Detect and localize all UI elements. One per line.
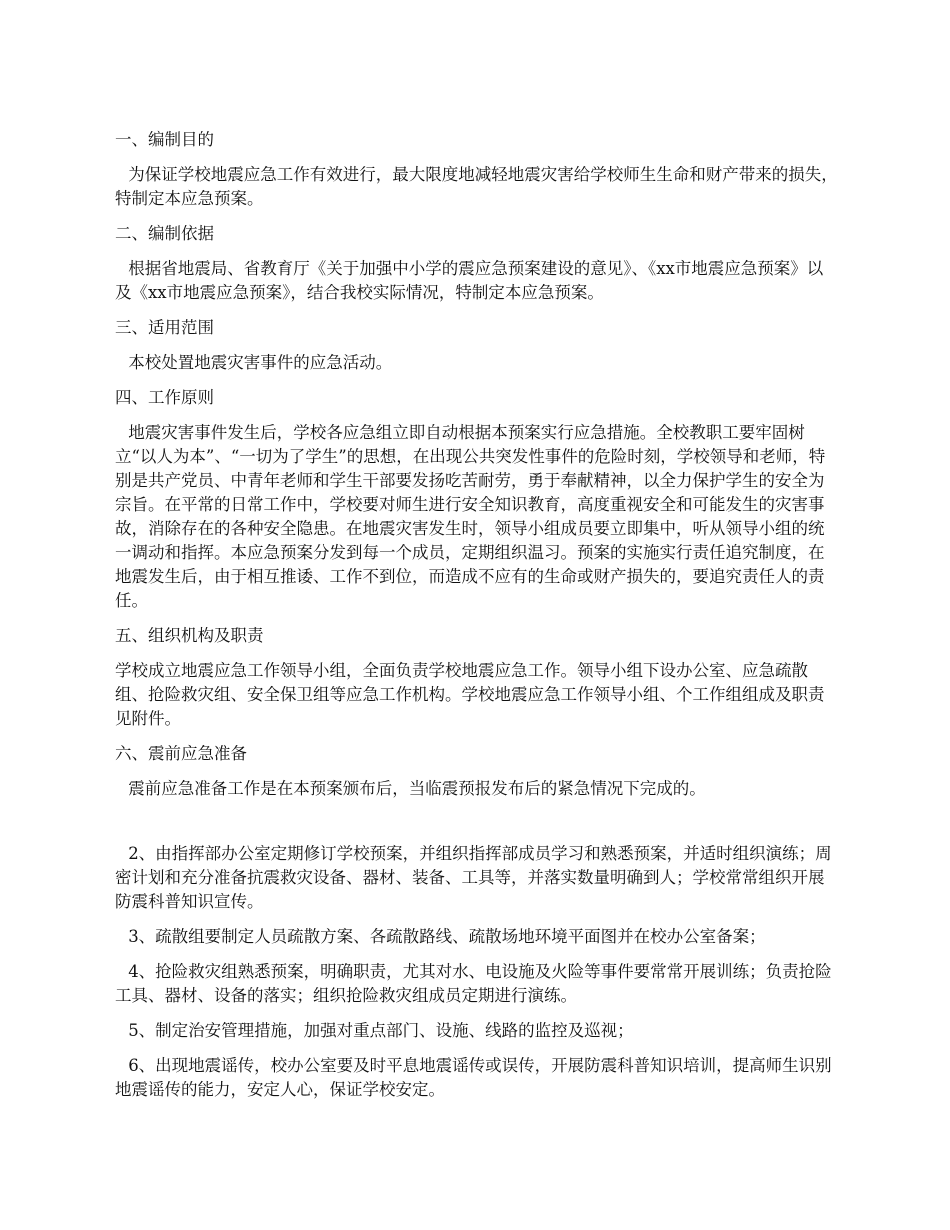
list-item-6: 6、出现地震谣传，校办公室要及时平息地震谣传或误传，开展防震科普知识培训，提高师生识别地震谣传的能力，安定人心，保证学校安定。	[115, 1056, 832, 1099]
section-heading-preparation: 六、震前应急准备	[115, 744, 247, 763]
blank-gap	[115, 812, 838, 842]
section-heading-principles: 四、工作原则	[115, 388, 214, 407]
paragraph-organization: 学校成立地震应急工作领导小组，全面负责学校地震应急工作。领导小组下设办公室、应急疏散组、抢险救灾组、安全保卫组等应急工作机构。学校地震应急工作领导小组、个工作组组成及职责见附件。	[115, 661, 825, 728]
paragraph-preparation: 震前应急准备工作是在本预案颁布后，当临震预报发布后的紧急情况下完成的。	[128, 779, 706, 798]
section-heading-basis: 二、编制依据	[115, 224, 214, 243]
section-heading-organization: 五、组织机构及职责	[115, 626, 264, 645]
paragraph-scope: 本校处置地震灾害事件的应急活动。	[128, 353, 393, 372]
paragraph-purpose: 为保证学校地震应急工作有效进行，最大限度地减轻地震灾害给学校师生生命和财产带来的损失，特制定本应急预案。	[115, 165, 838, 208]
list-item-5: 5、制定治安管理措施，加强对重点部门、设施、线路的监控及巡视；	[128, 1021, 634, 1040]
list-item-4: 4、抢险救灾组熟悉预案，明确职责，尤其对水、电设施及火险等事件要常常开展训练；负责抢险工具、器材、设备的落实；组织抢险救灾组成员定期进行演练。	[115, 962, 832, 1005]
paragraph-principles: 地震灾害事件发生后，学校各应急组立即自动根据本预案实行应急措施。全校教职工要牢固树立“以人为本”、“一切为了学生”的思想，在出现公共突发性事件的危险时刻，学校领导和老师，特别是共产党员、中青年老师和学生干部要发扬吃苦耐劳，勇于奉献精神，以全力保护学生的安全为宗旨。在平常的日常工作中，学校要对师生进行安全知识教育，高度重视安全和可能发生的灾害事故，消除存在的各种安全隐患。在地震灾害发生时，领导小组成员要立即集中，听从领导小组的统一调动和指挥。本应急预案分发到每一个成员，定期组织温习。预案的实施实行责任追究制度，在地震发生后，由于相互推诿、工作不到位，而造成不应有的生命或财产损失的，要追究责任人的责任。	[115, 423, 826, 610]
section-heading-purpose: 一、编制目的	[115, 130, 214, 149]
section-heading-scope: 三、适用范围	[115, 318, 214, 337]
list-item-3: 3、疏散组要制定人员疏散方案、各疏散路线、疏散场地环境平面图并在校办公室备案；	[128, 927, 766, 946]
paragraph-basis: 根据省地震局、省教育厅《关于加强中小学的震应急预案建设的意见》、《xx市地震应急预案》以及《xx市地震应急预案》，结合我校实际情况，特制定本应急预案。	[115, 259, 824, 302]
list-item-2: 2、由指挥部办公室定期修订学校预案，并组织指挥部成员学习和熟悉预案，并适时组织演练；周密计划和充分准备抗震救灾设备、器材、装备、工具等，并落实数量明确到人；学校常常组织开展防震科普知识宣传。	[115, 844, 832, 911]
